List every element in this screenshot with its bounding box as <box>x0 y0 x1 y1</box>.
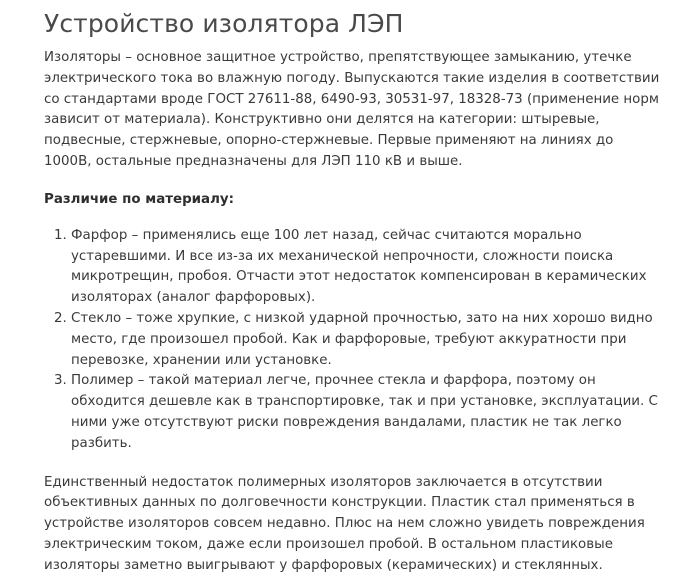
list-item-polymer: 3. Полимер – такой материал легче, прочнее стекла и фарфора, поэтому он обходится дешевле как в транспортировке, так и при установке, эксплуатации. С ними уже отсутствуют риски повреждения вандалами, пластик не так легко разбить. <box>71 371 669 454</box>
list-item-porcelain: 1. Фарфор – применялись еще 100 лет назад, сейчас считаются морально устаревшими. И все из-за их механической непрочности, сложности поиска микротрещин, пробоя. Отчасти этот недостаток компенсирован в керамических изоляторах (аналог фарфоровых). <box>71 226 669 309</box>
outro-paragraph: Единственный недостаток полимерных изоляторов заключается в отсутствии объективных данных по долговечности конструкции. Пластик стал применяться в устройстве изоляторов совсем недавно. Плюс на нем сложно увидеть повреждения электрическим током, даже если произошел пробой. В остальном пластиковые изоляторы заметно выигрывают у фарфоровых (керамических) и стеклянных. <box>44 474 645 573</box>
materials-subheading: Различие по материалу: <box>44 191 234 207</box>
article-title: Устройство изолятора ЛЭП <box>44 9 404 38</box>
intro-paragraph: Изоляторы – основное защитное устройство, препятствующее замыканию, утечке электрического тока во влажную погоду. Выпускаются такие изделия в соответствии со стандартами вроде ГОСТ 27611-88, 6490-93, 30531-97, 18328-73 (применение норм зависит от материала). Конструктивно они делятся на категории: штыревые, подвесные, стержневые, опорно-стержневые. Первые применяют на линиях до 1000В, остальные предназначены для ЛЭП 110 кВ и выше. <box>44 50 660 169</box>
list-item-glass: 2. Стекло – тоже хрупкие, с низкой ударной прочностью, зато на них хорошо видно место, где произошел пробой. Как и фарфоровые, требуют аккуратности при перевозке, хранении или установке. <box>71 309 669 371</box>
materials-list <box>44 226 669 455</box>
